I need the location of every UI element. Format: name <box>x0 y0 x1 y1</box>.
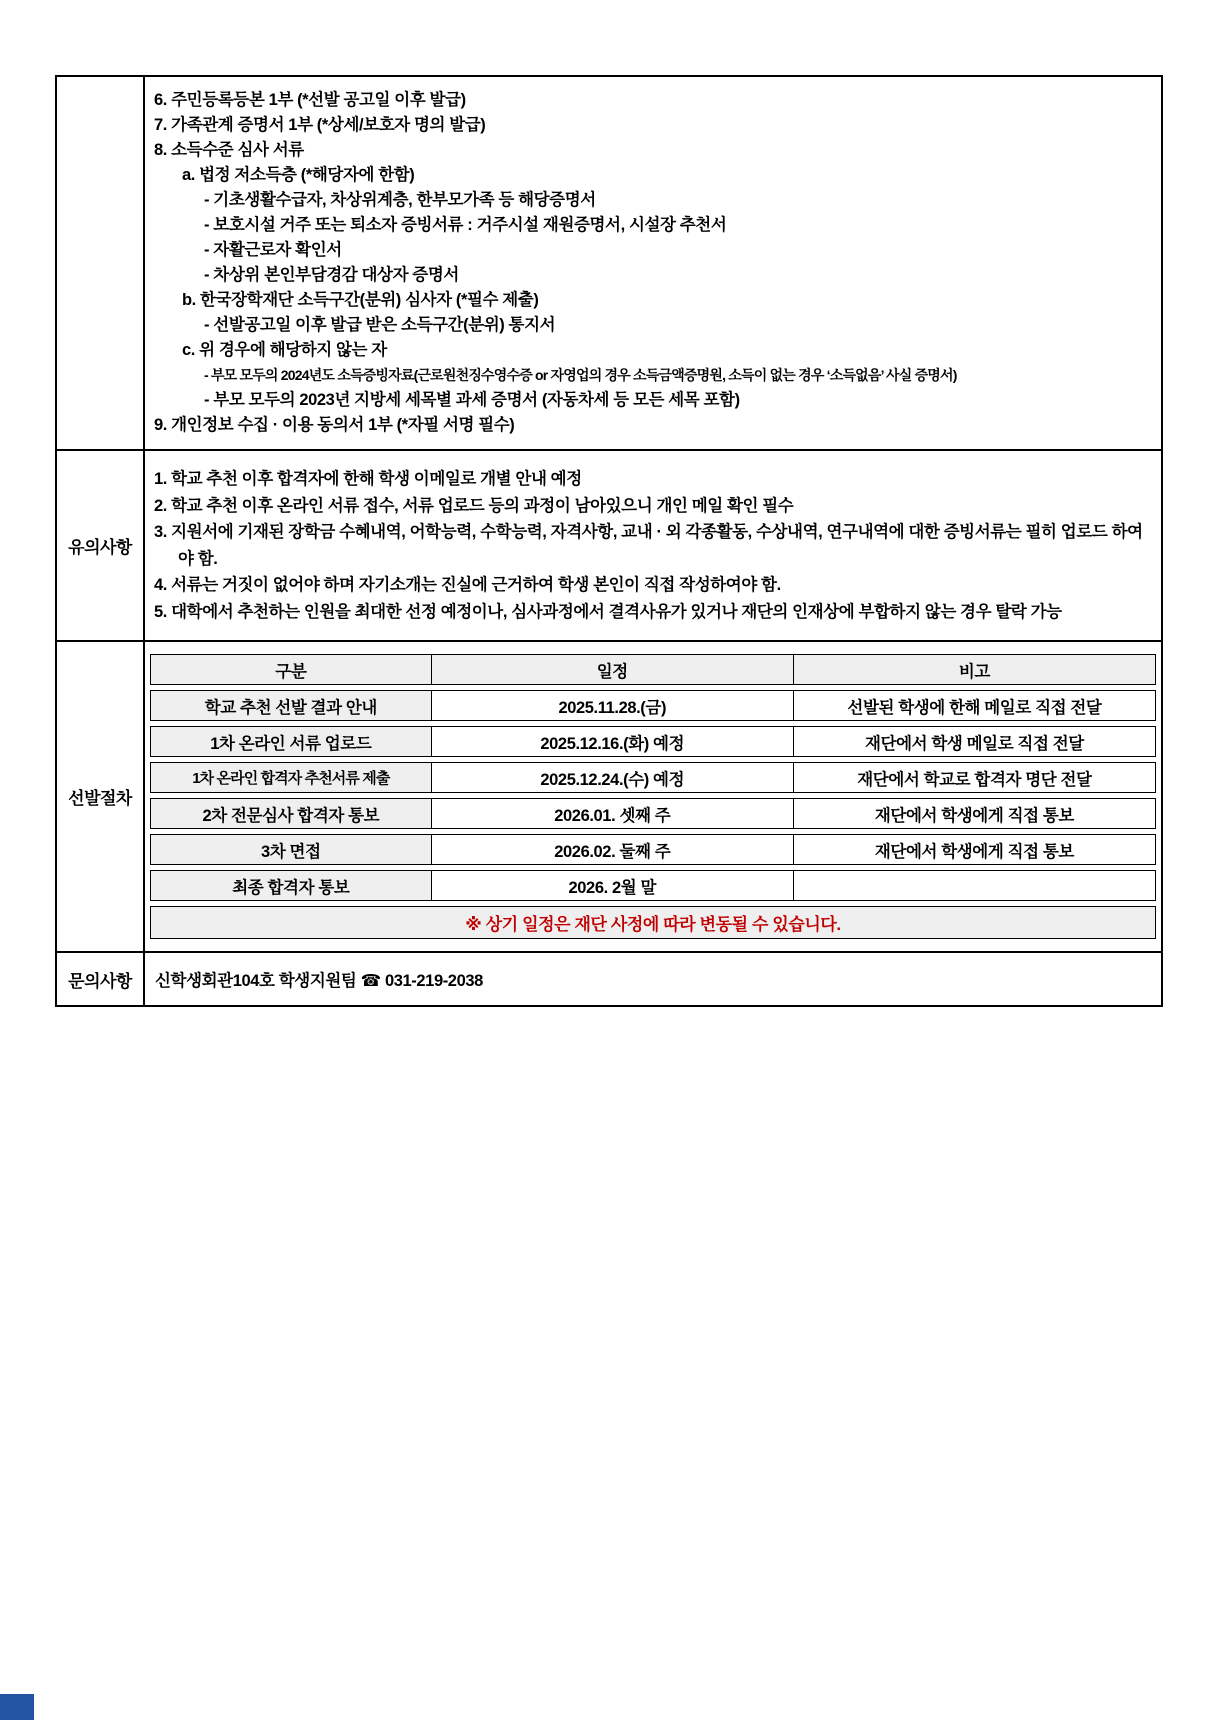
schedule-date-cell: 2026.01. 셋째 주 <box>432 798 794 829</box>
document-line: - 기초생활수급자, 차상위계층, 한부모가족 등 해당증명서 <box>204 191 596 209</box>
schedule-header-row <box>150 654 1156 685</box>
documents-label-cell <box>57 77 145 449</box>
document-line: - 선발공고일 이후 발급 받은 소득구간(분위) 통지서 <box>204 316 556 334</box>
schedule-row <box>150 690 1156 721</box>
inquiry-row <box>57 953 1161 1005</box>
schedule-remark-cell: 재단에서 학생 메일로 직접 전달 <box>794 726 1156 757</box>
schedule-remark-cell: 선발된 학생에 한해 메일로 직접 전달 <box>794 690 1156 721</box>
note-line: 5. 대학에서 추천하는 인원을 최대한 선정 예정이나, 심사과정에서 결격사유가 있거나 재단의 인재상에 부합하지 않는 경우 탈락 가능 <box>154 602 1062 621</box>
document-line: 9. 개인정보 수집 · 이용 동의서 1부 (*자필 서명 필수) <box>154 416 515 434</box>
schedule-remark-cell: 재단에서 학교로 합격자 명단 전달 <box>794 762 1156 793</box>
schedule-date-cell: 2026. 2월 말 <box>432 870 794 901</box>
document-line: b. 한국장학재단 소득구간(분위) 심사자 (*필수 제출) <box>182 291 539 309</box>
corner-blue-mark <box>0 1694 34 1720</box>
procedure-label: 선발절차 <box>57 642 145 951</box>
inquiry-text: 신학생회관104호 학생지원팀 ☎ 031-219-2038 <box>155 972 483 990</box>
schedule-table <box>150 649 1156 944</box>
schedule-category-cell: 1차 온라인 합격자 추천서류 제출 <box>150 762 432 793</box>
schedule-note-text: ※ 상기 일정은 재단 사정에 따라 변동될 수 있습니다. <box>150 906 1156 939</box>
document-line: 8. 소득수준 심사 서류 <box>154 141 304 159</box>
documents-row <box>57 77 1161 451</box>
schedule-row <box>150 762 1156 793</box>
schedule-note-row <box>150 906 1156 939</box>
document-line: - 부모 모두의 2024년도 소득증빙자료(근로원천징수영수증 or 자영업의 경우 소득금액증명원, 소득이 없는 경우 ‘소득없음’ 사실 증명서) <box>204 367 957 383</box>
schedule-row <box>150 834 1156 865</box>
document-line: c. 위 경우에 해당하지 않는 자 <box>182 341 387 359</box>
schedule-remark-cell <box>794 870 1156 901</box>
schedule-header-cell: 일정 <box>432 654 794 685</box>
schedule-category-cell: 2차 전문심사 합격자 통보 <box>150 798 432 829</box>
schedule-header-cell: 비고 <box>794 654 1156 685</box>
schedule-body <box>150 690 1156 939</box>
document-line: 7. 가족관계 증명서 1부 (*상세/보호자 명의 발급) <box>154 116 486 134</box>
schedule-row <box>150 870 1156 901</box>
schedule-category-cell: 3차 면접 <box>150 834 432 865</box>
schedule-header-cell: 구분 <box>150 654 432 685</box>
document-line: - 자활근로자 확인서 <box>204 241 342 259</box>
document-line: - 차상위 본인부담경감 대상자 증명서 <box>204 266 459 284</box>
note-line: 2. 학교 추천 이후 온라인 서류 접수, 서류 업로드 등의 과정이 남아있으니 개인 메일 확인 필수 <box>154 496 794 515</box>
main-table <box>55 75 1163 1007</box>
note-line: 4. 서류는 거짓이 없어야 하며 자기소개는 진실에 근거하여 학생 본인이 직접 작성하여야 함. <box>154 576 781 594</box>
schedule-category-cell: 학교 추천 선발 결과 안내 <box>150 690 432 721</box>
note-line: 3. 지원서에 기재된 장학금 수혜내역, 어학능력, 수학능력, 자격사항, 교내 · 외 각종활동, 수상내역, 연구내역에 대한 증빙서류는 필히 업로드 하여야 함. <box>154 523 1143 568</box>
schedule-date-cell: 2025.11.28.(금) <box>432 690 794 721</box>
schedule-row <box>150 726 1156 757</box>
note-line: 1. 학교 추천 이후 합격자에 한해 학생 이메일로 개별 안내 예정 <box>154 470 582 488</box>
procedure-cell <box>145 642 1161 951</box>
schedule-date-cell: 2025.12.16.(화) 예정 <box>432 726 794 757</box>
procedure-row <box>57 642 1161 953</box>
schedule-row <box>150 798 1156 829</box>
notes-list <box>145 451 1161 640</box>
inquiry-label: 문의사항 <box>57 953 145 1005</box>
notes-row <box>57 451 1161 642</box>
schedule-category-cell: 1차 온라인 서류 업로드 <box>150 726 432 757</box>
schedule-remark-cell: 재단에서 학생에게 직접 통보 <box>794 834 1156 865</box>
document-line: - 부모 모두의 2023년 지방세 세목별 과세 증명서 (자동차세 등 모든 세목 포함) <box>204 391 740 409</box>
document-line: 6. 주민등록등본 1부 (*선발 공고일 이후 발급) <box>154 91 466 109</box>
document-line: - 보호시설 거주 또는 퇴소자 증빙서류 : 거주시설 재원증명서, 시설장 추천서 <box>204 216 727 234</box>
schedule-date-cell: 2026.02. 둘째 주 <box>432 834 794 865</box>
schedule-category-cell: 최종 합격자 통보 <box>150 870 432 901</box>
notes-label: 유의사항 <box>57 451 145 640</box>
schedule-date-cell: 2025.12.24.(수) 예정 <box>432 762 794 793</box>
document-list <box>145 77 1161 449</box>
document-line: a. 법정 저소득층 (*해당자에 한함) <box>182 166 415 184</box>
schedule-remark-cell: 재단에서 학생에게 직접 통보 <box>794 798 1156 829</box>
